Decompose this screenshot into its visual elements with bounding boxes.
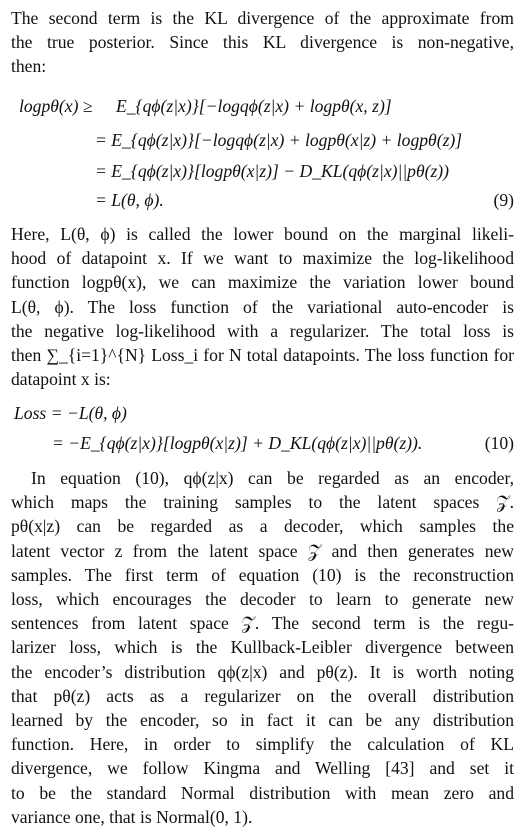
text-line: the encoder’s distribution qϕ(z|x) and pθ(z). It is worth noting xyxy=(11,661,514,682)
equation-9-line-4 xyxy=(0,188,528,212)
text-line: loss, which encourages the decoder to learn to generate new xyxy=(11,589,514,610)
equation-rhs: Loss = −L(θ, ϕ) xyxy=(14,403,127,423)
equation-10-line-2 xyxy=(0,431,528,455)
equation-number: (9) xyxy=(493,190,514,210)
text-line: that pθ(z) acts as a regularizer on the overall distribution xyxy=(11,685,514,706)
text-line: which maps the training samples to the latent spaces 𝒵. xyxy=(11,492,514,513)
text-line: L(θ, ϕ). The loss function of the variational auto-encoder is xyxy=(11,296,514,317)
text-line: variance one, that is Normal(0, 1). xyxy=(11,806,253,827)
text-line: pθ(x|z) can be regarded as a decoder, which samples the xyxy=(11,516,514,537)
text-line: function logpθ(x), we can maximize the variation lower bound xyxy=(11,272,514,293)
text-line: the negative log-likelihood with a regularizer. The total loss is xyxy=(11,320,514,341)
text-line: datapoint x is: xyxy=(11,369,111,390)
text-line: the true posterior. Since this KL divergence is non-negative, xyxy=(11,32,514,53)
equation-rhs: = L(θ, ϕ). xyxy=(95,190,164,210)
equation-rhs: = E_{qϕ(z|x)}[logpθ(x|z)] − D_KL(qϕ(z|x)||pθ(z)) xyxy=(95,161,450,181)
text-line: larizer loss, which is the Kullback-Leibler divergence between xyxy=(11,637,514,658)
text-line: Here, L(θ, ϕ) is called the lower bound on the marginal likeli- xyxy=(11,224,514,244)
equation-rhs: E_{qϕ(z|x)}[−logqϕ(z|x) + logpθ(x, z)] xyxy=(116,96,392,116)
equation-rhs: = E_{qϕ(z|x)}[−logqϕ(z|x) + logpθ(x|z) + logpθ(z)] xyxy=(95,130,463,150)
equation-9-line-2 xyxy=(0,128,528,152)
equation-9-line-3 xyxy=(0,159,528,183)
text-line: function. Here, in order to simplify the calculation of KL xyxy=(11,734,514,755)
equation-10-line-1 xyxy=(0,401,528,425)
equation-rhs: = −E_{qϕ(z|x)}[logpθ(x|z)] + D_KL(qϕ(z|x)||pθ(z)). xyxy=(52,433,423,453)
equation-lhs: logpθ(x) ≥ xyxy=(19,96,93,116)
text-line: then ∑_{i=1}^{N} Loss_i for N total datapoints. The loss function for xyxy=(11,345,514,366)
equation-9-line-1 xyxy=(0,94,528,118)
discussion-paragraph xyxy=(11,466,514,829)
text-line: In equation (10), qϕ(z|x) can be regarded as an encoder, xyxy=(31,468,514,488)
text-line: The second term is the KL divergence of the approximate from xyxy=(11,8,514,28)
lower-bound-paragraph xyxy=(11,222,514,391)
equation-number: (10) xyxy=(484,433,514,453)
intro-paragraph xyxy=(11,6,514,79)
text-line: hood of datapoint x. If we want to maximize the log-likelihood xyxy=(11,248,514,269)
text-line: then: xyxy=(11,56,47,77)
text-line: divergence, we follow Kingma and Welling [43] and set it xyxy=(11,758,514,779)
text-line: to be the standard Normal distribution with mean zero and xyxy=(11,782,514,803)
text-line: samples. The first term of equation (10) is the reconstruction xyxy=(11,564,514,585)
text-line: sentences from latent space 𝒵. The second term is the regu- xyxy=(11,613,514,634)
text-line: learned by the encoder, so in fact it can be any distribution xyxy=(11,710,514,731)
text-line: latent vector z from the latent space 𝒵 and then generates new xyxy=(11,540,514,561)
